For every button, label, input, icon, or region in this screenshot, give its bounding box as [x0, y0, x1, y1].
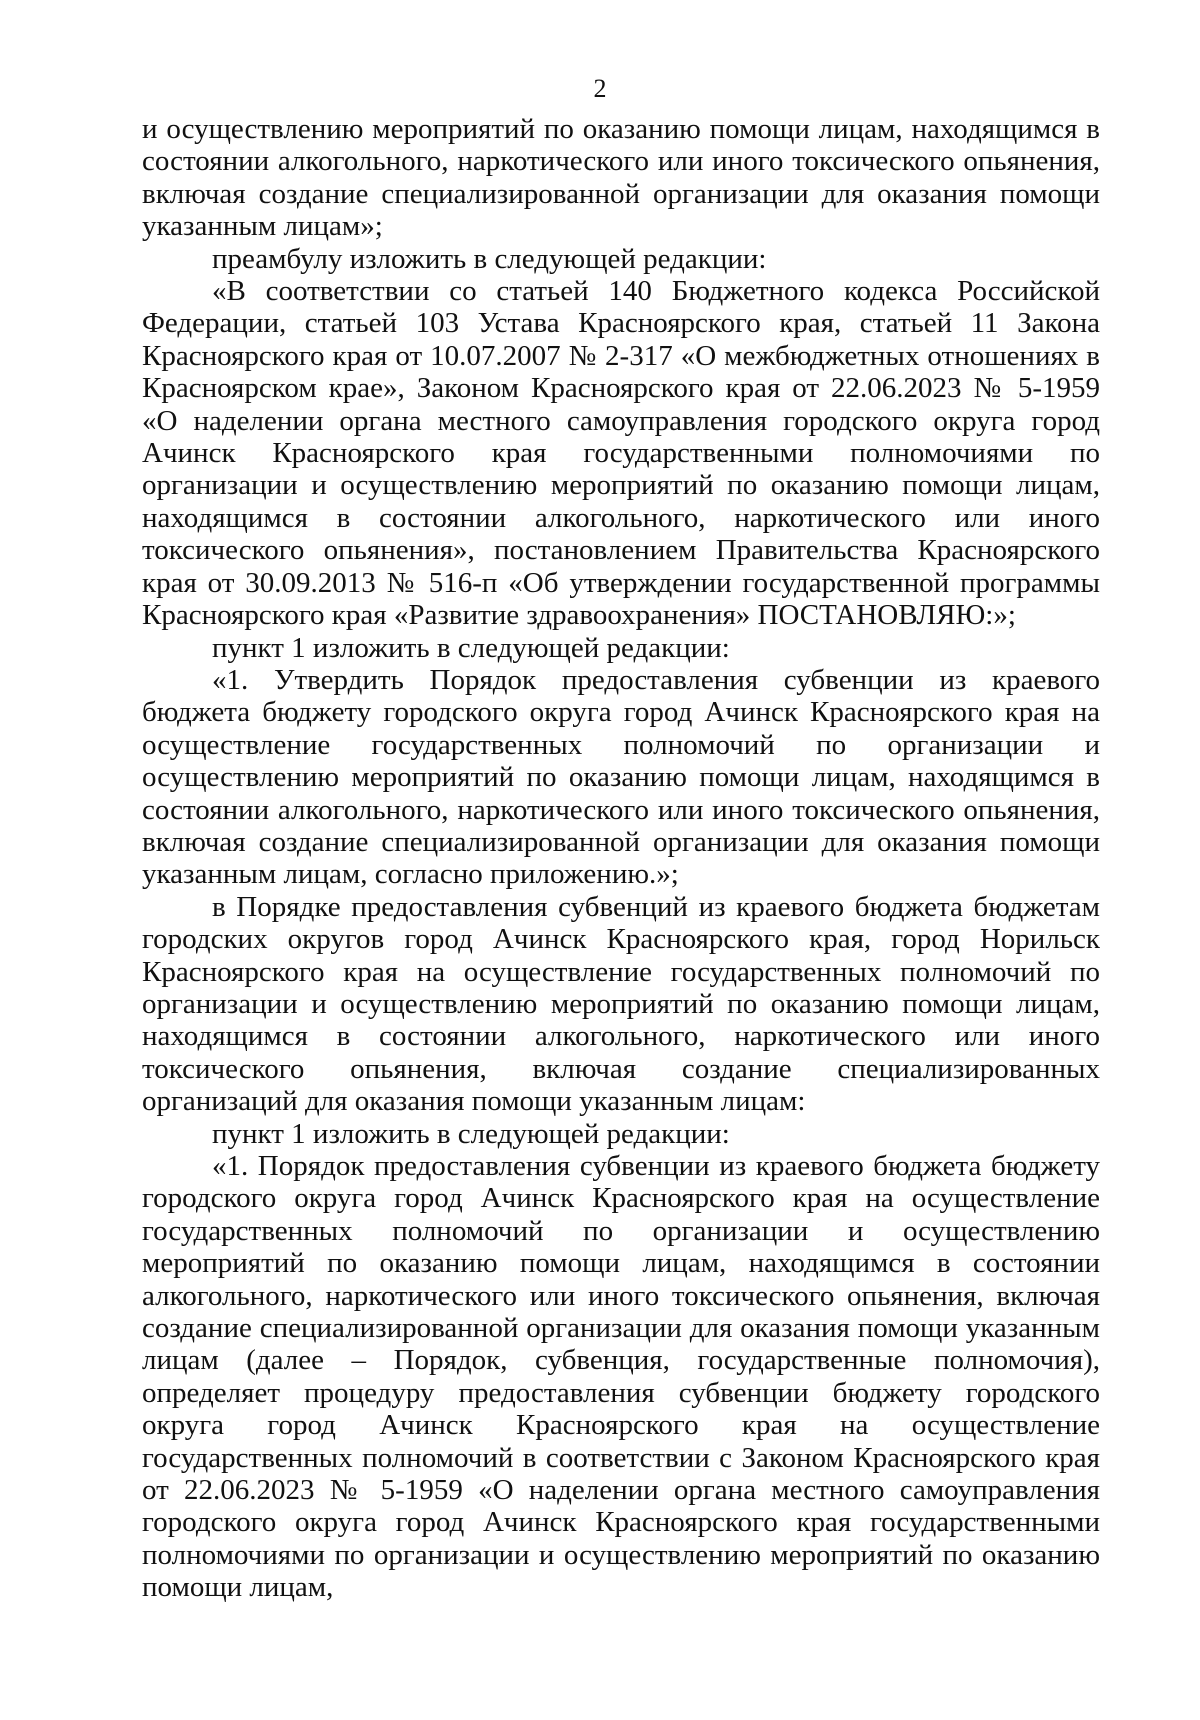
paragraph-procedure-point-1-instruction: пункт 1 изложить в следующей редакции:	[212, 1117, 730, 1150]
paragraph-continuation: и осуществлению мероприятий по оказанию помощи лицам, находящимся в состоянии алкогольного, наркотического или иного токсического опьянения, включая создание специализированной организации для оказания помощи указанным лицам»;	[142, 113, 1100, 243]
document-body	[142, 113, 1100, 1604]
page-number: 2	[593, 74, 607, 103]
paragraph-preamble-instruction: преамбулу изложить в следующей редакции:	[212, 242, 767, 275]
paragraph-point-1-text: «1. Утвердить Порядок предоставления субвенции из краевого бюджета бюджету городского округа город Ачинск Красноярского края на осуществление государственных полномочий по организации и осуществлению мероприятий по оказанию помощи лицам, находящимся в состоянии алкогольного, наркотического или иного токсического опьянения, включая создание специализированной организации для оказания помощи указанным лицам, согласно приложению.»;	[142, 663, 1100, 891]
paragraph-procedure-point-1-text: «1. Порядок предоставления субвенции из краевого бюджета бюджету городского округа город Ачинск Красноярского края на осуществление государственных полномочий по организации и осуществлению мероприятий по оказанию помощи лицам, находящимся в состоянии алкогольного, наркотического или иного токсического опьянения, включая создание специализированной организации для оказания помощи указанным лицам (далее – Порядок, субвенция, государственные полномочия), определяет процедуру предоставления субвенции бюджету городского округа город Ачинск Красноярского края на осуществление государственных полномочий в соответствии с Законом Красноярского края от 22.06.2023 № 5-1959 «О наделении органа местного самоуправления городского округа город Ачинск Красноярского края государственными полномочиями по организации и осуществлению мероприятий по оказанию помощи лицам,	[142, 1150, 1100, 1604]
paragraph-procedure-amendment: в Порядке предоставления субвенций из краевого бюджета бюджетам городских округов город Ачинск Красноярского края, город Норильск Красноярского края на осуществление государственных полномочий по организации и осуществлению мероприятий по оказанию помощи лицам, находящимся в состоянии алкогольного, наркотического или иного токсического опьянения, включая создание специализированных организаций для оказания помощи указанным лицам:	[142, 890, 1100, 1118]
paragraph-point-1-instruction: пункт 1 изложить в следующей редакции:	[212, 631, 730, 664]
paragraph-preamble-text: «В соответствии со статьей 140 Бюджетного кодекса Российской Федерации, статьей 103 Устава Красноярского края, статьей 11 Закона Красноярского края от 10.07.2007 № 2-317 «О межбюджетных отношениях в Красноярском крае», Законом Красноярского края от 22.06.2023 № 5-1959 «О наделении органа местного самоуправления городского округа город Ачинск Красноярского края государственными полномочиями по организации и осуществлению мероприятий по оказанию помощи лицам, находящимся в состоянии алкогольного, наркотического или иного токсического опьянения», постановлением Правительства Красноярского края от 30.09.2013 № 516-п «Об утверждении государственной программы Красноярского края «Развитие здравоохранения» ПОСТАНОВЛЯЮ:»;	[142, 275, 1100, 632]
